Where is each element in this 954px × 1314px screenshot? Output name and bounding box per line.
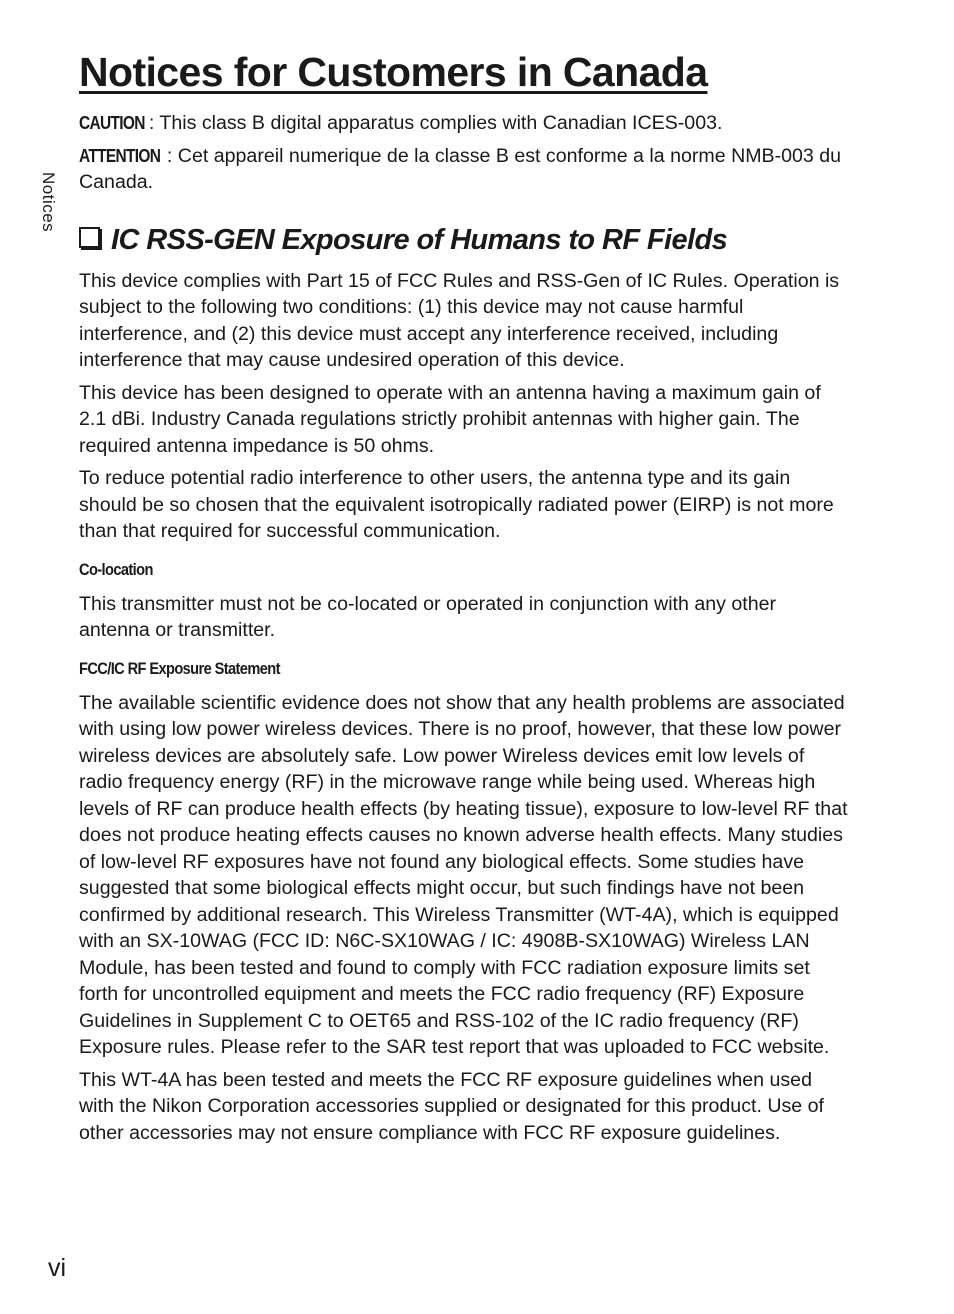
attention-text: : Cet appareil numerique de la classe B est conforme a la norme NMB-003 du Canada. <box>79 144 842 193</box>
rf-exposure-paragraph: This WT-4A has been tested and meets the FCC RF exposure guidelines when used with the Nikon Corporation accessories supplied or designated for this product. Use of other accessories may not ensure compliance with FCC RF exposure guidelines. <box>79 1068 824 1144</box>
section-heading-text: IC RSS-GEN Exposure of Humans to RF Fields <box>111 223 728 256</box>
attention-paragraph <box>79 143 851 196</box>
rf-exposure-heading: FCC/IC RF Exposure Statement <box>79 658 280 678</box>
colocation-paragraph: This transmitter must not be co-located or operated in conjunction with any other antenna or transmitter. <box>79 592 777 641</box>
caution-paragraph <box>79 110 851 137</box>
colocation-heading: Co-location <box>79 559 153 579</box>
page-number: vi <box>48 1254 67 1282</box>
side-tab-notices: Notices <box>39 172 58 233</box>
main-content <box>79 110 851 1152</box>
section-heading <box>79 222 851 258</box>
body-paragraph: To reduce potential radio interference to other users, the antenna type and its gain should be so chosen that the equivalent isotropically radiated power (EIRP) is not more than that required for successful communication. <box>79 467 834 542</box>
page-title: Notices for Customers in Canada <box>79 49 708 95</box>
body-paragraph: This device complies with Part 15 of FCC Rules and RSS-Gen of IC Rules. Operation is subject to the following two conditions: (1) this device may not cause harmful interference, and (2) this device must accept any interference received, including interference that may cause undesired operation of this device. <box>79 269 840 371</box>
body-paragraph: This device has been designed to operate with an antenna having a maximum gain of 2.1 dBi. Industry Canada regulations strictly prohibit antennas with higher gain. The required antenna impedance is 50 ohms. <box>79 381 821 457</box>
caution-text: : This class B digital apparatus complies with Canadian ICES-003. <box>143 112 723 134</box>
rf-exposure-paragraph: The available scientific evidence does not show that any health problems are associated with using low power wireless devices. There is no proof, however, that these low power wireless devices are absolutely safe. Low power Wireless devices emit low levels of radio frequency energy (RF) in the microwave range while being used. Whereas high levels of RF can produce health effects (by heating tissue), exposure to low-level RF that does not produce heating effects causes no known adverse health effects. Many studies of low-level RF exposures have not found any biological effects. Some studies have suggested that some biological effects might occur, but such findings have not been confirmed by additional research. This Wireless Transmitter (WT-4A), which is equipped with an SX-10WAG (FCC ID: N6C-SX10WAG / IC: 4908B-SX10WAG) Wireless LAN Module, has been tested and found to comply with FCC radiation exposure limits set forth for uncontrolled equipment and meets the FCC radio frequency (RF) Exposure Guidelines in Supplement C to OET65 and RSS-102 of the IC radio frequency (RF) Exposure rules. Please refer to the SAR test report that was uploaded to FCC website. <box>79 691 848 1058</box>
checkbox-icon <box>79 227 100 248</box>
attention-label: ATTENTION <box>79 145 161 166</box>
caution-label: CAUTION <box>79 113 145 133</box>
